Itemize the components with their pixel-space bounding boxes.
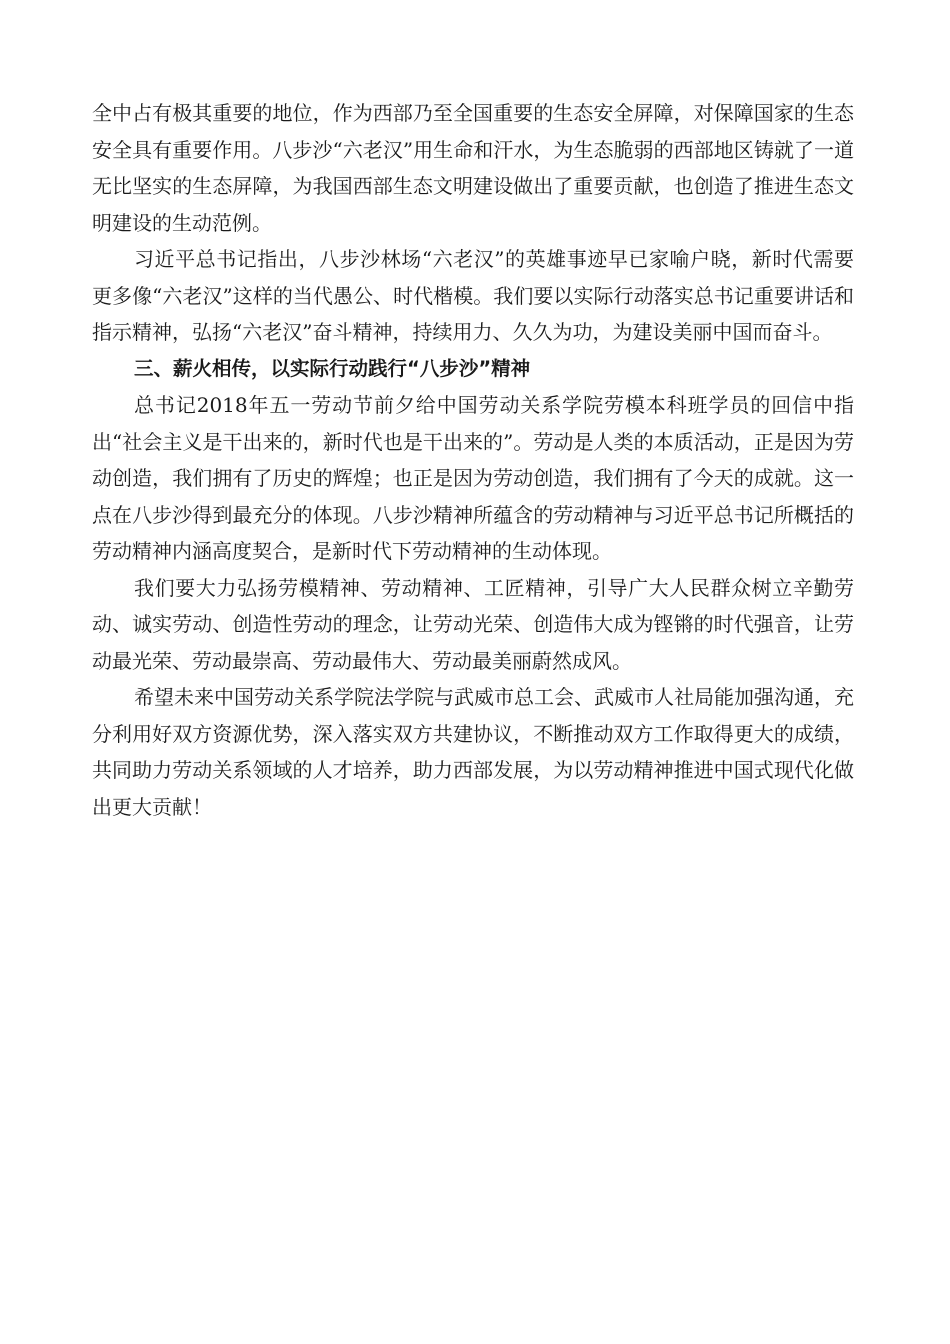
paragraph-ecological-barrier: 全中占有极其重要的地位，作为西部乃至全国重要的生态安全屏障，对保障国家的生态安全具有重要作用。八步沙“六老汉”用生命和汗水，为生态脆弱的西部地区铸就了一道无比坚实的生态屏障，为我国西部生态文明建设做出了重要贡献，也创造了推进生态文明建设的生动范例。 — [92, 101, 854, 235]
paragraph-labor-spirit: 总书记2018年五一劳动节前夕给中国劳动关系学院劳模本科班学员的回信中指出“社会主义是干出来的，新时代也是干出来的”。劳动是人类的本质活动，正是因为劳动创造，我们拥有了历史的辉煌；也正是因为劳动创造，我们拥有了今天的成就。这一点在八步沙得到最充分的体现。八步沙精神所蕴含的劳动精神与习近平总书记所概括的劳动精神内涵高度契合，是新时代下劳动精神的生动体现。 — [92, 393, 854, 563]
paragraph-future-cooperation: 希望未来中国劳动关系学院法学院与武威市总工会、武威市人社局能加强沟通，充分利用好双方资源优势，深入落实双方共建协议，不断推动双方工作取得更大的成绩，共同助力劳动关系领域的人才培养，助力西部发展，为以劳动精神推进中国式现代化做出更大贡献！ — [92, 685, 854, 819]
section-heading-3: 三、薪火相传，以实际行动践行“八步沙”精神 — [134, 356, 531, 380]
paragraph-six-old-men: 习近平总书记指出，八步沙林场“六老汉”的英雄事迹早已家喻户晓，新时代需要更多像“六老汉”这样的当代愚公、时代楷模。我们要以实际行动落实总书记重要讲话和指示精神，弘扬“六老汉”奋斗精神，持续用力、久久为功，为建设美丽中国而奋斗。 — [92, 247, 854, 344]
document-body — [92, 95, 854, 825]
paragraph-promote-labor: 我们要大力弘扬劳模精神、劳动精神、工匠精神，引导广大人民群众树立辛勤劳动、诚实劳动、创造性劳动的理念，让劳动光荣、创造伟大成为铿锵的时代强音，让劳动最光荣、劳动最崇高、劳动最伟大、劳动最美丽蔚然成风。 — [92, 575, 854, 673]
